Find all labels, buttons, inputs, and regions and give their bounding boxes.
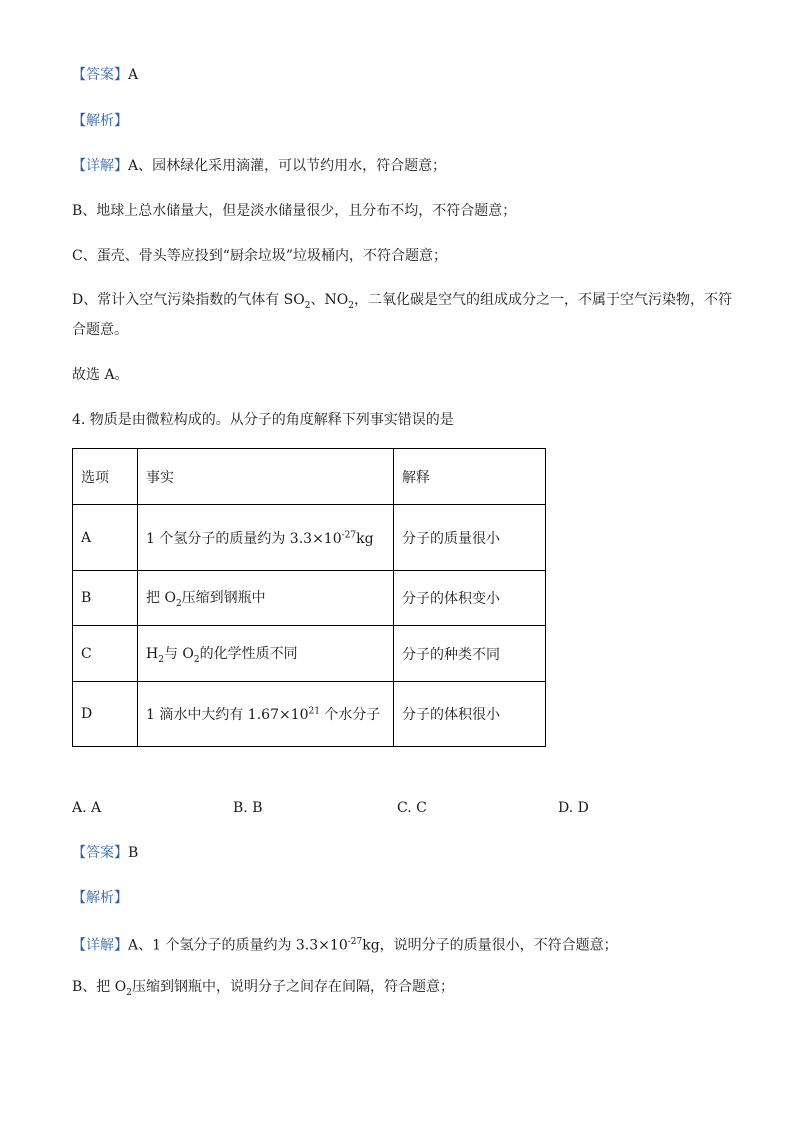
answer-value: B (128, 845, 139, 861)
explain-cell: 分子的体积很小 (394, 682, 546, 747)
question-stem: 4. 物质是由微粒构成的。从分子的角度解释下列事实错误的是 (72, 412, 454, 428)
fact-text: 的化学性质不同 (199, 645, 298, 662)
table-row (73, 505, 546, 571)
subscript: 2 (175, 598, 182, 609)
line-d-part: ，二氧化碳是空气的组成成分之一，不属于空气污染物，不符 (353, 292, 732, 308)
option-cell: A (73, 505, 138, 571)
fact-text: H (146, 645, 159, 662)
header-cell: 事实 (138, 449, 394, 505)
detail-line-d-cont: 合题意。 (72, 322, 128, 338)
subscript: 2 (126, 987, 132, 998)
detail-line-b: B、地球上总水储量大，但是淡水储量很少，且分布不均，不符合题意； (72, 203, 517, 219)
detail-tag: 【详解】 (72, 158, 128, 174)
fact-text: 压缩到钢瓶中 (181, 590, 266, 607)
detail-part: B、把 O (72, 979, 127, 995)
analysis-heading-2: 【解析】 (72, 890, 128, 906)
fact-cell (138, 626, 394, 682)
option-cell: C (73, 626, 138, 682)
superscript: -27 (341, 529, 357, 540)
fact-text: 1 滴水中大约有 1.67×10 (146, 707, 309, 723)
fact-text: 1 个氢分子的质量约为 3.3×10 (146, 530, 342, 547)
detail-part: kg，说明分子的质量很小，不符合题意； (362, 937, 618, 954)
option-cell: B (73, 571, 138, 626)
detail-text: A、园林绿化采用滴灌，可以节约用水，符合题意； (128, 158, 447, 174)
detail-line-2b (72, 977, 454, 1003)
detail-line-c: C、蛋壳、骨头等应投到“厨余垃圾”垃圾桶内，不符合题意； (72, 248, 448, 264)
fact-text: 与 O (163, 645, 194, 662)
conclusion: 故选 A。 (72, 367, 129, 383)
subscript: 2 (304, 300, 311, 311)
table-row (73, 571, 546, 626)
fact-cell (138, 505, 394, 571)
superscript: 21 (308, 706, 320, 717)
detail-tag: 【详解】 (72, 937, 128, 954)
fact-text: 把 O (146, 590, 176, 607)
fact-cell (138, 682, 394, 747)
answer-value: A (128, 67, 139, 83)
table-header-row (73, 449, 546, 505)
choice-d[interactable]: D. D (558, 800, 589, 816)
analysis-heading-1: 【解析】 (72, 113, 128, 129)
answer-tag: 【答案】 (72, 67, 128, 83)
detail-line-d (72, 290, 732, 316)
option-cell: D (73, 682, 138, 747)
table-row (73, 626, 546, 682)
detail-line-a (72, 156, 446, 176)
fact-text: kg (356, 530, 374, 547)
choice-b[interactable]: B. B (233, 800, 263, 816)
fact-cell (138, 571, 394, 626)
answer-tag: 【答案】 (72, 845, 128, 861)
line-d-part: D、常计入空气污染指数的气体有 SO (72, 292, 305, 308)
subscript: 2 (193, 654, 200, 665)
question-table (72, 448, 546, 747)
answer-line-2 (72, 843, 138, 863)
superscript: -27 (347, 937, 363, 947)
explain-cell: 分子的种类不同 (394, 626, 546, 682)
detail-part: A、1 个氢分子的质量约为 3.3×10 (128, 937, 348, 954)
subscript: 2 (348, 300, 354, 311)
answer-line-1 (72, 65, 138, 85)
choice-c[interactable]: C. C (397, 800, 427, 816)
explain-cell: 分子的体积变小 (394, 571, 546, 626)
subscript: 2 (158, 654, 164, 665)
detail-part: 压缩到钢瓶中，说明分子之间存在间隔，符合题意； (131, 979, 454, 995)
fact-text: 个水分子 (319, 707, 381, 723)
detail-line-2a (72, 932, 618, 956)
header-cell: 解释 (394, 449, 546, 505)
explain-cell: 分子的质量很小 (394, 505, 546, 571)
table-row (73, 682, 546, 747)
line-d-part: 、NO (310, 292, 349, 308)
choice-a[interactable]: A. A (72, 800, 102, 816)
header-cell: 选项 (73, 449, 138, 505)
